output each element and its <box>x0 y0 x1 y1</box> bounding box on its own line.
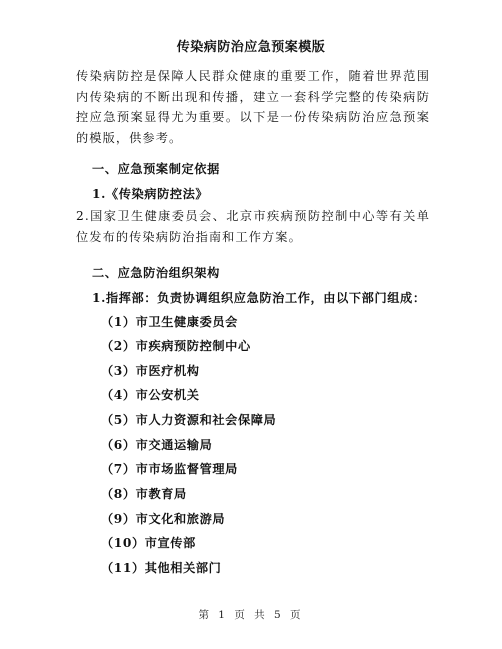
member-item: （4）市公安机关 <box>101 388 200 402</box>
member-item: （1）市卫生健康委员会 <box>101 315 238 329</box>
member-item: （6）市交通运输局 <box>101 438 213 452</box>
command-center-lead: 1.指挥部：负责协调组织应急防治工作，由以下部门组成： <box>92 291 426 305</box>
basis-item-1: 1.《传染病防控法》 <box>92 187 209 201</box>
member-item: （5）市人力资源和社会保障局 <box>101 413 277 427</box>
member-item: （8）市教育局 <box>101 487 187 501</box>
member-item: （9）市文化和旅游局 <box>101 512 226 526</box>
intro-paragraph: 传染病防控是保障人民群众健康的重要工作，随着世界范围内传染病的不断出现和传播，建立一套科学完整的传染病防控应急预案显得尤为重要。以下是一份传染病防治应急预案的模版，供参考。 <box>76 69 430 145</box>
member-item: （11）其他相关部门 <box>101 561 222 575</box>
section-heading-basis: 一、应急预案制定依据 <box>92 162 220 176</box>
member-item: （2）市疾病预防控制中心 <box>101 339 251 353</box>
document-title: 传染病防治应急预案模版 <box>176 40 326 55</box>
basis-item-2: 2.国家卫生健康委员会、北京市疾病预防控制中心等有关单位发布的传染病防治指南和工作方案。 <box>76 209 430 244</box>
section-heading-organization: 二、应急防治组织架构 <box>92 266 220 280</box>
member-item: （10）市宣传部 <box>101 536 196 550</box>
member-item: （3）市医疗机构 <box>101 364 200 378</box>
member-item: （7）市市场监督管理局 <box>101 462 238 476</box>
page-footer: 第 1 页 共 5 页 <box>198 609 304 621</box>
